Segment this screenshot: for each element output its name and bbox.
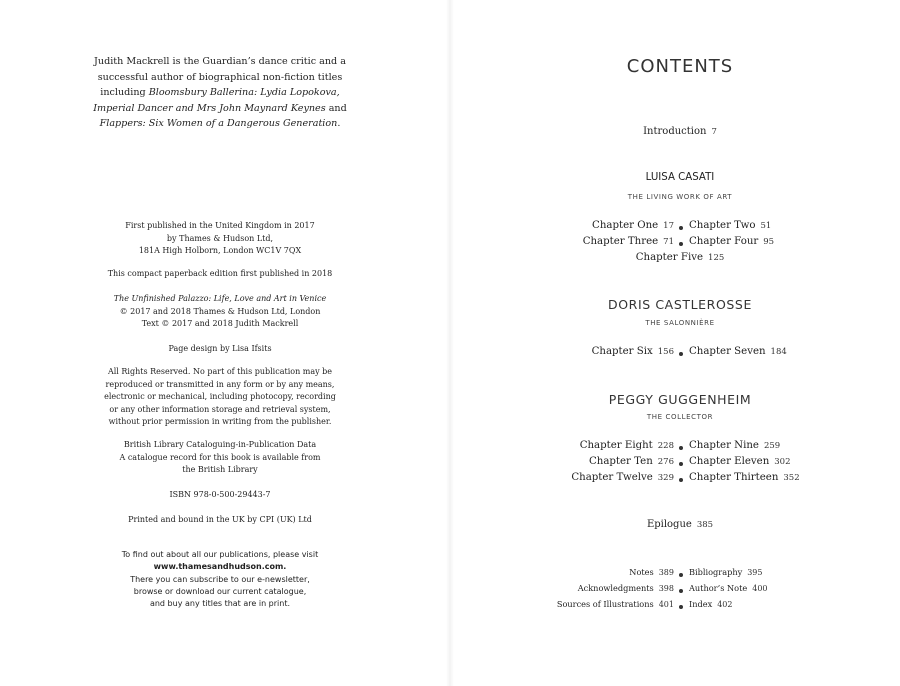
entry-page: 329 (657, 473, 674, 483)
toc-entry[interactable] (689, 236, 774, 247)
section-subtitle-text: THE COLLECTOR (646, 413, 714, 421)
entry-page: 95 (763, 237, 775, 247)
bio-line (0, 101, 440, 117)
entry-page: 302 (774, 457, 791, 467)
copyright-page (0, 0, 440, 686)
contents-page (460, 0, 900, 686)
entry-label: Chapter Four (689, 236, 759, 247)
toc-row (460, 346, 900, 362)
toc-row (460, 567, 900, 583)
section-title (460, 392, 900, 407)
separator-dot (679, 573, 683, 577)
rights-notice (0, 366, 440, 429)
printer-note (0, 514, 440, 527)
paperback-note-text: This compact paperback edition first published in 2018 (107, 269, 333, 278)
toc-entry[interactable] (578, 583, 674, 593)
entry-label: Chapter Six (591, 346, 653, 357)
toc-row (460, 599, 900, 615)
contents-title: CONTENTS (626, 56, 734, 77)
entry-page: 156 (657, 347, 674, 357)
toc-entry-introduction[interactable] (460, 126, 900, 137)
rights-line: electronic or mechanical, including photocopy, recording (104, 392, 336, 401)
entry-page: 402 (717, 600, 733, 609)
entry-label: Acknowledgments (577, 583, 654, 593)
toc-entry[interactable] (689, 456, 791, 467)
entry-page: 71 (663, 237, 674, 247)
entry-label: Chapter Three (582, 236, 659, 247)
publisher-website-link[interactable]: www.thamesandhudson.com. (153, 562, 287, 572)
bio-book-title: Flappers: Six Women of a Dangerous Generation (99, 118, 338, 129)
promo-intro: To find out about all our publications, please visit (121, 550, 319, 559)
entry-page: 51 (760, 221, 772, 231)
cip-data (0, 439, 440, 477)
bio-text: successful author of biographical non-fiction titles (97, 71, 343, 83)
bio-book-title: Bloomsbury Ballerina: Lydia Lopokova, (148, 87, 340, 98)
cip-line: British Library Cataloguing-in-Publication Data (123, 440, 317, 449)
page-design-credit (0, 343, 440, 356)
rights-line: or any other information storage and retrieval system, (109, 404, 331, 414)
author-bio (0, 54, 440, 132)
separator-dot (679, 352, 683, 356)
page-design-text: Page design by Lisa Ifsits (168, 344, 272, 353)
entry-label: Chapter Seven (689, 346, 766, 357)
section-title (460, 297, 900, 312)
entry-label: Author’s Note (689, 583, 748, 593)
toc-entry-epilogue[interactable] (460, 519, 900, 530)
entry-label: Chapter Five (635, 252, 704, 263)
separator-dot (679, 605, 683, 609)
toc-entry[interactable] (583, 236, 674, 247)
printer-text: Printed and bound in the UK by CPI (UK) Ltd (128, 515, 312, 524)
copyright-line: © 2017 and 2018 Thames & Hudson Ltd, London (119, 306, 321, 316)
entry-page: 398 (658, 584, 674, 593)
entry-page: 401 (658, 600, 674, 609)
separator-dot (679, 478, 683, 482)
toc-row (460, 456, 900, 472)
entry-label: Sources of Illustrations (556, 599, 654, 609)
publication-info (0, 220, 440, 258)
toc-entry[interactable] (689, 599, 733, 609)
toc-row (460, 236, 900, 252)
entry-label: Index (689, 599, 713, 609)
toc-entry[interactable] (592, 220, 674, 231)
bio-text: and (325, 102, 347, 114)
entry-page: 228 (657, 441, 674, 451)
entry-label: Introduction (643, 126, 707, 137)
toc-row (460, 440, 900, 456)
toc-entry[interactable] (689, 472, 800, 483)
entry-label: Chapter Twelve (571, 472, 653, 483)
toc-entry[interactable] (580, 440, 674, 451)
paperback-note (0, 268, 440, 281)
publication-line: First published in the United Kingdom in 2017 (125, 221, 315, 230)
entry-page: 17 (663, 221, 674, 231)
toc-entry[interactable] (689, 440, 780, 451)
bio-text: including (100, 87, 149, 98)
rights-line: All Rights Reserved. No part of this publication may be (107, 367, 333, 376)
rights-line: reproduced or transmitted in any form or by any means, (105, 379, 335, 389)
bio-line (0, 70, 440, 86)
promo-line: and buy any titles that are in print. (149, 599, 291, 609)
entry-label: Chapter One (592, 220, 659, 231)
bio-text: Judith Mackrell is the Guardian’s dance critic and a (94, 56, 346, 67)
promo-line: browse or download our current catalogue, (133, 586, 307, 596)
toc-entry[interactable] (629, 567, 674, 577)
copyright-line: Text © 2017 and 2018 Judith Mackrell (141, 319, 299, 328)
bio-book-title: Imperial Dancer and Mrs John Maynard Keynes (93, 102, 326, 114)
entry-label: Chapter Thirteen (689, 472, 779, 483)
entry-page: 400 (752, 584, 768, 593)
entry-page: 125 (708, 253, 725, 263)
entry-page: 389 (658, 568, 674, 577)
bio-line (0, 116, 440, 132)
separator-dot (679, 462, 683, 466)
entry-label: Notes (629, 567, 654, 577)
toc-entry[interactable] (689, 567, 763, 577)
separator-dot (679, 446, 683, 450)
section-subtitle (460, 411, 900, 422)
bio-line (0, 85, 440, 101)
bio-line (0, 54, 440, 70)
separator-dot (679, 226, 683, 230)
separator-dot (679, 242, 683, 246)
cip-line: the British Library (182, 465, 258, 474)
entry-label: Chapter Eleven (689, 456, 770, 467)
toc-entry[interactable] (460, 252, 900, 263)
toc-entry[interactable] (557, 599, 674, 609)
rights-line: without prior permission in writing from the publisher. (108, 417, 332, 426)
entry-page: 259 (763, 441, 781, 451)
bio-text: . (337, 118, 341, 129)
publication-line: 181A High Holborn, London WC1V 7QX (138, 246, 302, 255)
section-title: LUISA CASATI (645, 172, 715, 183)
entry-page: 184 (770, 347, 787, 357)
book-title: The Unfinished Palazzo: Life, Love and Art in Venice (113, 294, 327, 303)
entry-page: 385 (696, 520, 714, 530)
entry-page: 276 (657, 457, 674, 467)
cip-line: A catalogue record for this book is available from (119, 452, 321, 462)
toc-entry[interactable] (589, 456, 674, 467)
entry-label: Chapter Ten (588, 456, 653, 467)
publication-line: by Thames & Hudson Ltd, (166, 233, 274, 243)
separator-dot (679, 589, 683, 593)
entry-label: Chapter Nine (689, 440, 759, 451)
section-subtitle (460, 317, 900, 328)
toc-row (460, 583, 900, 599)
entry-page: 7 (711, 127, 717, 137)
section-subtitle (460, 191, 900, 202)
section-title-text: DORIS CASTLEROSSE (608, 297, 752, 312)
isbn (0, 489, 440, 502)
toc-entry[interactable] (571, 472, 674, 483)
entry-label: Epilogue (646, 519, 692, 530)
section-subtitle-text: THE SALONNIÈRE (645, 319, 715, 327)
section-subtitle-text: THE LIVING WORK OF ART (627, 193, 733, 201)
entry-label: Chapter Two (689, 220, 756, 231)
book-gutter (446, 0, 454, 686)
promo-line: There you can subscribe to our e-newsletter, (130, 574, 310, 584)
toc-entry[interactable] (592, 346, 674, 357)
copyright-block (0, 293, 440, 331)
entry-label: Bibliography (689, 567, 743, 577)
entry-label: Chapter Eight (579, 440, 653, 451)
section-title-text: PEGGY GUGGENHEIM (608, 392, 752, 407)
toc-entry[interactable] (689, 583, 768, 593)
toc-entry[interactable] (689, 346, 787, 357)
toc-row (460, 220, 900, 236)
toc-entry[interactable] (689, 220, 771, 231)
toc-row (460, 472, 900, 488)
entry-page: 352 (783, 473, 800, 483)
entry-page: 395 (747, 568, 763, 577)
publisher-promo (0, 549, 440, 610)
isbn-text: ISBN 978-0-500-29443-7 (169, 490, 271, 499)
